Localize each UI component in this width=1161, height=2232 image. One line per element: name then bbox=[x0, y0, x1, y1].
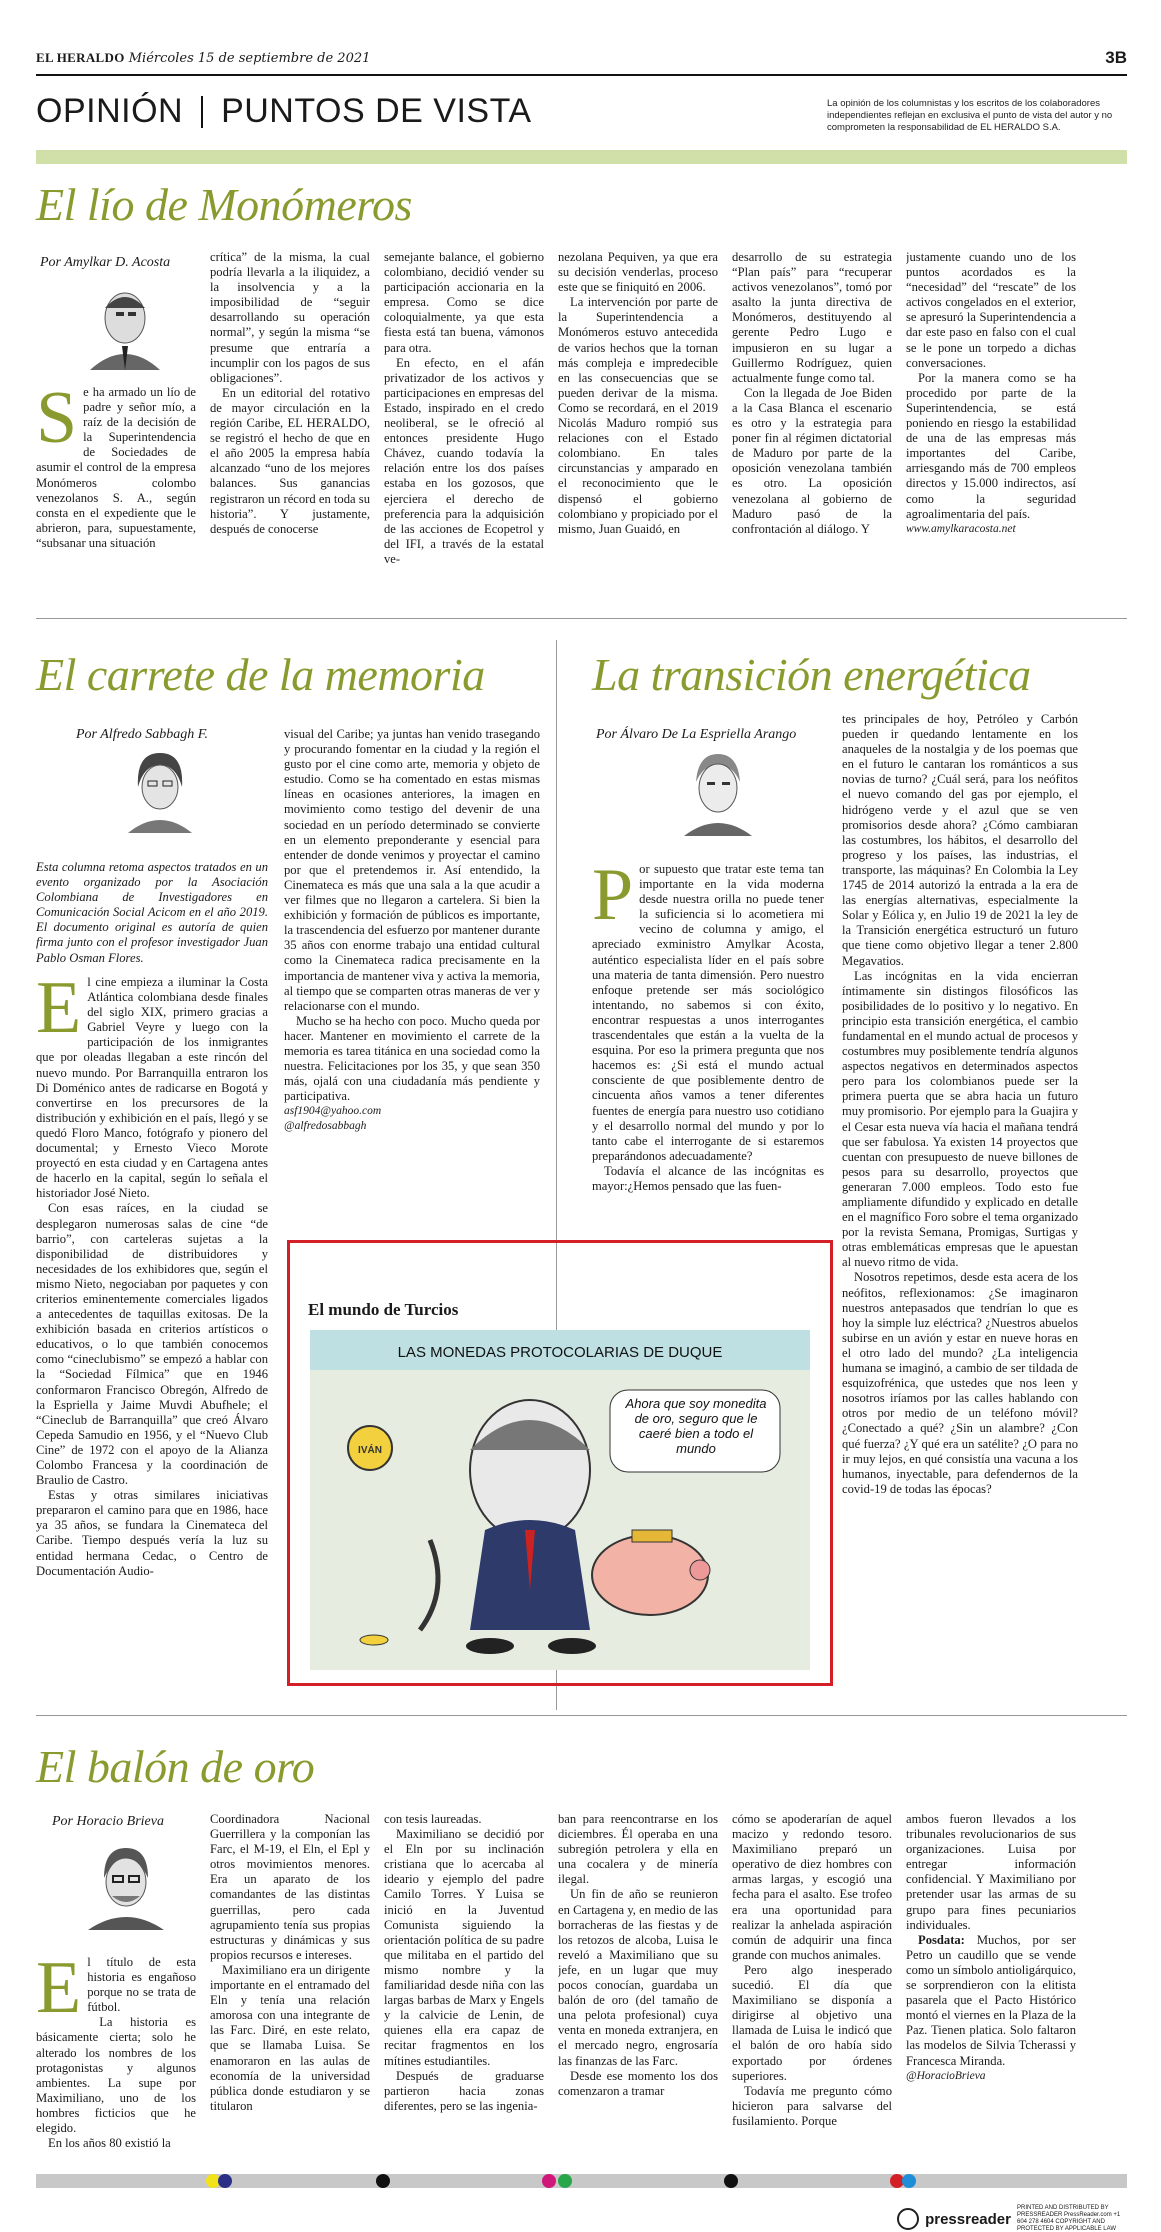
art2-dropcap: E bbox=[36, 975, 82, 1049]
art3-headline: La transición energética bbox=[592, 649, 1031, 700]
art4-col1 bbox=[36, 1955, 196, 2165]
art1-byline: Por Amylkar D. Acosta bbox=[40, 255, 171, 270]
art4-c5: cómo se apoderarían de aquel macizo y redondo tesoro. Maximiliano preparó un operativo de diez hombres con armas largas, y escogió una fecha para el asalto. Ese trofeo era una oportunidad para realizar la anhelada aspiración común de adquirir una finca grande con muchos animales. bbox=[732, 1812, 892, 1962]
pressreader-logo bbox=[897, 2205, 1127, 2232]
pressreader-brand: pressreader bbox=[925, 2210, 1011, 2228]
coin-label: IVÁN bbox=[358, 1445, 382, 1456]
art4-c5c: Todavía me pregunto cómo hicieron para salvarse del fusilamiento. Porque bbox=[732, 2083, 892, 2128]
art3-dropcap: P bbox=[592, 862, 634, 936]
piggy-bank-icon bbox=[592, 1535, 708, 1615]
art2-p1: l cine empieza a iluminar la Costa Atlántica colombiana desde finales del siglo XIX, primero gracias a Gabriel Veyre y luego con la participación de los inmigrantes que por oleadas llegaban a este rincón del nuevo mundo. Por Barranquilla entraron los Di Doménico antes de radicarse en Bogotá y convertirse en los precursores de la distribución y exhibición en el país, llegó y se quedó Floro Manco, fotógrafo y pionero del documental; y Ernesto Vieco Morote proyectó en esta ciudad y en Cartagena antes de hacerlo en la capital, según lo señala el historiador José Nieto. bbox=[36, 975, 268, 1201]
art3-c2b: Las incógnitas en la vida encierran íntimamente sin distingos filosóficos las posibilidades de lo positivo y lo negativo. En principio esta transición energética, el cambio fundamental en el mundo actual de procesos y costumbres muy posiblemente tendría algunos aspectos negativos en determinados aspectos pero para los colombianos puede ser la primera puerta que se abra hacia un futuro muy promisorio. Por ejemplo para la Guajira y el Cesar esta nueva vía hacia el mañana tendrá que ser fabulosa. Ya existen 14 proyectos que cuentan con presupuesto de nueve billones de pesos para su desarrollo, proyectos que generaran 7.000 empleos. Todo esto fue ampliamente difundido y explicado en detalle en el magnífico Foro sobre el tema organizado por la revista Semana, Promigas, Surtigas y otras emblemáticas empresas que le apuestan al nuevo ritmo de vida. bbox=[842, 968, 1078, 1270]
art3-byline: Por Álvaro De La Espriella Arango bbox=[596, 727, 797, 742]
art2-col1 bbox=[36, 975, 268, 1680]
art1-headline: El lío de Monómeros bbox=[36, 179, 412, 230]
art2-byline: Por Alfredo Sabbagh F. bbox=[76, 727, 208, 742]
art4-col2 bbox=[210, 1812, 370, 2167]
art3-c1b: Todavía el alcance de las incógnitas es mayor:¿Hemos pensado que las fuen- bbox=[592, 1163, 824, 1193]
art1-col1-text: e ha armado un lío de padre y señor mío, a raíz de la decisión de la Superintendencia de Sociedades de asumir el control de la empresa Monómeros colombo venezolanos S. A., según consta en el expediente que le abrieron, para, supuestamente, “subsanar una situación bbox=[36, 385, 196, 550]
art1-col4-p1: nezolana Pequiven, ya que era su decisión venderlas, proceso este que se finiquitó en 2006. bbox=[558, 250, 718, 295]
art1-website: www.amylkaracosta.net bbox=[906, 522, 1016, 535]
art2-intro: Esta columna retoma aspectos tratados en un evento organizado por la Asociación Colombiana de Investigadores en Comunicación Social Acicom en el año 2019. El documento original es autoría de quien firma junto con el profesor investigador Juan Pablo Osman Flores. bbox=[36, 860, 268, 965]
cartoon-illustration bbox=[310, 1330, 810, 1670]
newspaper-name: EL HERALDO bbox=[36, 50, 125, 65]
art1-dropcap: S bbox=[36, 385, 78, 459]
art4-c1: l título de esta historia es engañoso porque no se trata de fútbol. bbox=[87, 1955, 196, 2015]
section-title bbox=[36, 92, 532, 131]
art3-c2: tes principales de hoy, Petróleo y Carbón pueden ir quedando lentamente en los anaqueles de la nostalgia y de los poemas que en el futuro le cantaran los románticos a sus novias de turno? ¿Cuál será, para los neófitos el nuevo comando del gas por ejemplo, el hidrógeno verde y el azul que se ven promisorios desde ahora? ¿Cómo cambiaran las costumbres, los hábitos, el desarrollo del progreso y los países, las industrias, el transporte, las máquinas? En Colombia la Ley 1745 de 2014 autorizó la entrada a la era de las energías alternativas, especialmente la Solar y Eólica y, en Julio 19 de 2021 la ley de la Transición energética estructuró un futuro que tiene como objetivo llegar a tener 2.800 Megavatios. bbox=[842, 712, 1078, 968]
art1-col5-p2: Con la llegada de Joe Biden a la Casa Blanca el escenario es otro y la estrategia para poner fin al régimen dictatorial de Maduro por parte de la oposición venezolana también es otro. La oposición venezolana al gobierno de Maduro pasó de la confrontación al diálogo. Y bbox=[732, 385, 892, 536]
registration-dot-black-2 bbox=[724, 2174, 738, 2188]
registration-dot-black bbox=[376, 2174, 390, 2188]
art4-c6: ambos fueron llevados a los tribunales revolucionarios de sus organizaciones. Luisa por entregar información confidencial. Y Maximiliano por pretender usar las armas de su grupo para fines pecuniarios individuales. bbox=[906, 1812, 1076, 1932]
cartoon-speech-bubble: Ahora que soy monedita de oro, seguro que le caeré bien a todo el mundo bbox=[625, 1396, 767, 1456]
art4-c1b: La historia es básicamente cierta; solo he alterado los nombres de los protagonistas y algunos ambientes. La supe por Maximiliano, uno de los hombres ficticios que he elegido. bbox=[36, 2015, 196, 2136]
art4-col4 bbox=[558, 1812, 718, 2167]
art4-c3: con tesis laureadas. bbox=[384, 1812, 482, 1826]
divider-1 bbox=[36, 618, 1127, 619]
registration-dot-magenta bbox=[542, 2174, 556, 2188]
art4-col3 bbox=[384, 1812, 544, 2167]
art3-author-portrait bbox=[678, 746, 758, 836]
art1-author-portrait bbox=[80, 278, 170, 370]
art4-c3b: Maximiliano se decidió por el Eln por su inclinación cristiana que lo acercaba al ideario y ejemplo del padre Camilo Torres. Y Luisa se inició en la Juventud Comunista siguiendo la orientación política de su padre que militaba en el partido del mismo nombre y la familiaridad desde niña con las largas barbas de Marx y Engels y la calvicie de Lenin, de quienes ella era capaz de recitar fragmentos en los mítines estudiantiles. bbox=[384, 1827, 544, 2068]
art3-c1: or supuesto que tratar este tema tan importante en la vida moderna desde nuestra orilla no puede tener la suficiencia si lo acometiera mi vecino de columna y amigo, el apreciado exministro Amylkar Acosta, auténtico especialista líder en el país sobre una materia de tanta dimensión. Pero nuestro enfoque pretende ser más sociológico intentando, no sabemos si con éxito, encontrar respuestas a unos interrogantes trascendentales que están a la vuelta de la esquina. Por eso la primera pregunta que nos hacemos es: ¿Si está el mundo actual consciente de que posiblemente dentro de cincuenta años vamos a tener diferentes fuentes de energía para nuestro uso cotidiano y el desarrollo normal del mundo y por lo tanto cabe el interrogante de si estaremos preparándonos adecuadamente? bbox=[592, 862, 824, 1163]
section-divider bbox=[201, 96, 203, 128]
section-opinion: OPINIÓN bbox=[36, 92, 184, 130]
art2-headline: El carrete de la memoria bbox=[36, 649, 485, 700]
art1-col5-p1: desarrollo de su estrategia “Plan país” para “recuperar activos venezolanos”, tomó por asalto la junta directiva de Monómeros, destituyendo al gerente Pedro Lugo e impusieron en su lugar a Guillermo Rodríguez, quien actualmente funge como tal. bbox=[732, 250, 892, 385]
art2-p3: Estas y otras similares iniciativas prepararon el camino para que en 1986, hace ya 35 años, se fundara la Cinemateca del Caribe. Tiempo después vería la luz su entidad hermana Cedac, o Centro de Documentación Audio- bbox=[36, 1488, 268, 1578]
art4-c6b: Muchos, por ser Petro un caudillo que se vende como un símbolo antioligárquico, se sorprendieron con la elitista pasarela que el Pacto Histórico montó el viernes en la Plaza de la Paz. Tienen platica. Solo faltaron las modelos de Silvia Tcherassi y Francesca Miranda. bbox=[906, 1932, 1076, 2068]
masthead-rule bbox=[36, 74, 1127, 76]
art2-col2 bbox=[284, 727, 540, 1227]
art1-col3 bbox=[384, 250, 544, 595]
issue-date: Miércoles 15 de septiembre de 2021 bbox=[128, 51, 371, 66]
art4-handle: @HoracioBrieva bbox=[906, 2069, 986, 2082]
art4-c2: Coordinadora Nacional Guerrillera y la componían las Farc, el M-19, el Eln, el Epl y otros movimientos menores. Era un aparato de los comandantes de las distintas guerrillas, pero cada agrupamiento tenía sus propias estructuras y dinámicas y sus propios recursos e intereses. bbox=[210, 1812, 370, 1962]
art1-col1 bbox=[36, 385, 196, 595]
pressreader-fineprint: PRINTED AND DISTRIBUTED BY PRESSREADER PressReader.com +1 604 278 4604 COPYRIGHT AND PROTECTED BY APPLICABLE LAW bbox=[1017, 2205, 1121, 2232]
registration-dot-green bbox=[558, 2174, 572, 2188]
art4-posdata-label: Posdata: bbox=[918, 1932, 965, 1947]
art1-col3-p2: En efecto, en el afán privatizador de los activos y participaciones en empresas del Estado, inspirado en el credo neoliberal, se le ofreció al entonces presidente Hugo Chávez, cuando todavía la relación entre los dos países estaba en los gozosos, que ejerciera el derecho de preferencia para la adquisición de las acciones de Ecopetrol y del IFI, a través de la estatal ve- bbox=[384, 355, 544, 566]
section-band bbox=[36, 150, 1127, 164]
art4-dropcap: E bbox=[36, 1955, 82, 2029]
art1-col3-p1: semejante balance, el gobierno colombiano, decidió vender su participación accionaria en la empresa. Como se dice coloquialmente, ya que esta fiesta está tan buena, vámonos para otra. bbox=[384, 250, 544, 355]
page-number: 3B bbox=[1105, 48, 1127, 67]
registration-dot-cyan bbox=[902, 2174, 916, 2188]
section-puntos: PUNTOS DE VISTA bbox=[221, 92, 532, 130]
art2-p2: Con esas raíces, en la ciudad se desplegaron numerosas salas de cine “de barrio”, con carteleras sujetas a la disponibilidad de distribuidores y necesidades de los exhibidores que, según el mismo Nieto, negociaban por paquetes y con criterios eminentemente comerciales ligados a antecedentes de taquillas exitosas. De la exhibición basada en criterios artísticos o educativos, o lo que también conocemos como “cineclubismo” se empezó a hablar con la “Sociedad Fílmica” que en 1946 conformaron Francisco Obregón, Alfredo de la Espriella y Jaime Muvdi Abufhele; el “Cineclub de Barranquilla” que creó Álvaro Cepeda Samudio en 1956, y el “Nuevo Club Cine” de 1972 con el apoyo de la Alianza Colombo Francesa y la coordinación de Braulio de Castro. bbox=[36, 1201, 268, 1488]
art2-c2p2: Mucho se ha hecho con poco. Mucho queda por hacer. Mantener en movimiento el carrete de la memoria es tarea titánica en una sociedad como la nuestra. Felicitaciones por los 35, y que sean 350 más, ojalá con una ciudadanía más pendiente y participativa. bbox=[284, 1013, 540, 1104]
art4-col5 bbox=[732, 1812, 892, 2167]
art3-col1 bbox=[592, 862, 824, 1232]
art4-c3c: Después de graduarse partieron hacia zonas diferentes, pero se las ingenia- bbox=[384, 2068, 544, 2113]
art2-email: asf1904@yahoo.com bbox=[284, 1105, 382, 1118]
art1-col2 bbox=[210, 250, 370, 595]
cartoon-banner: LAS MONEDAS PROTOCOLARIAS DE DUQUE bbox=[397, 1344, 723, 1361]
art1-col6 bbox=[906, 250, 1076, 595]
art4-c4b: Un fin de año se reunieron en Cartagena y, en medio de las borracheras de las fiestas y de los retozos de alcoba, Luisa le reveló a Maximiliano que su jefe, en un lugar que muy pocos conocían, guardaba un balón de oro (del tamaño de una pelota profesional) cuya venta en moneda extranjera, en el mercado negro, engrosaría las finanzas de las Farc. bbox=[558, 1887, 718, 2068]
masthead bbox=[36, 50, 370, 66]
disclaimer: La opinión de los columnistas y los escritos de los colaboradores independientes reflejan en exclusiva el punto de vista del autor y no comprometen la responsabilidad de EL HERALDO S.A. bbox=[827, 98, 1113, 133]
divider-2 bbox=[36, 1715, 1127, 1716]
art3-c2c: Nosotros repetimos, desde esta acera de los neófitos, reflexionamos: ¿Se imaginaron nuestros antepasados que tendrían lo que es hoy la simple luz eléctrica? ¿Nuestros abuelos subirse en un avión y estar en nueve horas en el otro lado del mundo? ¿La inteligencia humana se imaginó, a cambio de ser tildada de esquizofrénica, que ustedes que nos leen y nosotros iríamos por las calles hablando con otros por medio de un teléfono móvil? ¿Conectado a qué? ¿Sin un alambre? ¿Con qué fuerza? ¿Y qué era un satélite? ¿O para no ir muy lejos, en qué consistía una vacuna a los humanos, inyectable, para defendernos de la covid-19 de todas las épocas? bbox=[842, 1270, 1078, 1496]
art2-author-portrait bbox=[120, 745, 200, 833]
art1-col2-p2: En un editorial del rotativo de mayor circulación en la región Caribe, EL HERALDO, se registró el hecho de que en el año 2005 la empresa había alcanzado “uno de los mejores balances. Sus ganancias registraron un récord en toda su historia”. Y justamente, después de conocerse bbox=[210, 385, 370, 536]
art3-col2 bbox=[842, 712, 1078, 1687]
pressreader-icon bbox=[897, 2208, 919, 2230]
art2-c2p1: visual del Caribe; ya juntas han venido trasegando y procurando fomentar en la ciudad y la región el gusto por el cine como arte, memoria y objeto de estudio. Como se ha comentado en estas mismas líneas en ocasiones anteriores, la imagen en movimiento como testigo del devenir de una sociedad en un período determinado se convierte en un elemento preponderante y esencial para entender de donde venimos y proyectar el camino por que el pretendemos ir. Así entendido, la Cinemateca es más que una sala a la que acudir a ver filmes que no llegaron a cartelera. Si bien la exhibición y formación de públicos es importante, la trascendencia del esfuerzo por mantener durante 35 años con enorme trabajo una entidad cultural como la Cinemateca radica precisamente en la importancia de mantener viva y activa la memoria, al tiempo que se comparten otras maneras de ver y relacionarse con el mundo. bbox=[284, 727, 540, 1013]
art4-author-portrait bbox=[82, 1838, 170, 1930]
color-bar bbox=[36, 2174, 1127, 2188]
art4-c2b: Maximiliano era un dirigente importante en el entramado del Eln y tenía una relación amorosa con una integrante de las Farc. Diré, en este relato, que se llamaba Luisa. Se enamoraron en las aulas de economía de la universidad pública donde estudiaron y se titularon bbox=[210, 1962, 370, 2113]
art4-c1c: En los años 80 existió la bbox=[48, 2136, 171, 2151]
art1-col4-p2: La intervención por parte de la Superintendencia a Monómeros estuvo antecedida de varios hechos que la tornan más compleja e impredecible en las consecuencias que se pueden derivar de la misma. Como se recordará, en el 2019 Nicolás Maduro rompió sus relaciones con el Estado colombiano. En tales circunstancias y amparado en el reconocimiento que le dispensó el gobierno colombiano y propiciado por el mismo, Juan Guaidó, en bbox=[558, 295, 718, 536]
art4-col6 bbox=[906, 1812, 1076, 2167]
registration-dot-blue bbox=[218, 2174, 232, 2188]
art4-c5b: Pero algo inesperado sucedió. El día que Maximiliano se disponía a dirigirse al objetivo una llamada de Luisa le indicó que el balón de oro había sido exportado por órdenes superiores. bbox=[732, 1962, 892, 2083]
cartoon-title: El mundo de Turcios bbox=[308, 1300, 459, 1319]
art2-handle: @alfredosabbagh bbox=[284, 1120, 367, 1133]
art4-c4c: Desde ese momento los dos comenzaron a tramar bbox=[558, 2068, 718, 2098]
art1-col6-p1: justamente cuando uno de los puntos acordados es la “necesidad” del “rescate” de los activos congelados en el exterior, se apresuró la Superintendencia a dar este paso en falso con el cual se le pone un torpedo a dichas conversaciones. bbox=[906, 250, 1076, 370]
art1-col6-p2: Por la manera como se ha procedido por parte de la Superintendencia, se está poniendo en riesgo la estabilidad de una de las empresas más importantes del Caribe, arriesgando más de 700 empleos directos y 15.000 indirectos, así como la seguridad agroalimentaria del país. bbox=[906, 370, 1076, 521]
art1-col4 bbox=[558, 250, 718, 595]
art1-col2-p1: crítica” de la misma, la cual podría llevarla a la iliquidez, a la insolvencia y a la imposibilidad de “seguir desarrollando su operación normal”, y según la misma “se presume que entraría a incumplir con los pagos de sus obligaciones”. bbox=[210, 250, 370, 385]
art4-byline: Por Horacio Brieva bbox=[52, 1814, 164, 1829]
art4-headline: El balón de oro bbox=[36, 1741, 315, 1792]
art4-c4: ban para reencontrarse en los diciembres. Él operaba en una subregión petrolera y ella en una cocalera y de minería ilegal. bbox=[558, 1812, 718, 1887]
art1-col5 bbox=[732, 250, 892, 595]
